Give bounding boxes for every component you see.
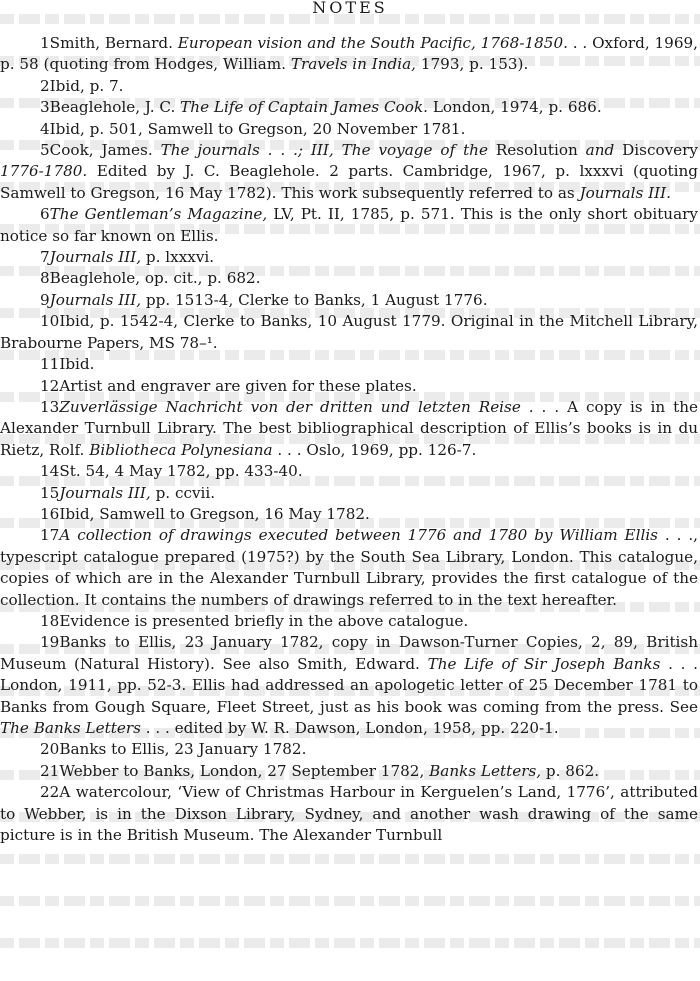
note-item [0,525,698,611]
note-item [0,611,698,632]
note-number: 22 [40,783,60,802]
note-text: 1793, p. 153). [416,55,529,74]
note-text: Beaglehole, J. C. [49,98,181,117]
page-title: NOTES [312,0,388,17]
note-item [0,290,698,311]
note-text: . . . edited by W. R. Dawson, London, 1958, pp. 220-1. [140,719,559,737]
note-italic-text: Journals III. [579,183,671,202]
note-number: 12 [40,376,60,395]
note-text: A watercolour, ‘View of Christmas Harbour in Kerguelen’s Land, 1776’, attributed to Webber, is in the Dixson Library, Sydney, and another wash drawing of the same picture is in the British Museum. The Alexander Turnbull [0,783,698,845]
note-text: . . . Oslo, 1969, pp. 126-7. [272,440,477,459]
note-item [0,483,698,504]
note-item [0,140,698,204]
note-text: LV, Pt. II, 1785, p. 571. This is the only short obituary notice so far known on Ellis. [0,205,698,245]
note-text: St. 54, 4 May 1782, pp. 433-40. [59,462,303,481]
note-number: 16 [40,504,60,523]
note-text: Banks to Ellis, 23 January 1782. [59,740,307,759]
note-text: Evidence is presented briefly in the above catalogue. [59,611,469,630]
note-text: Cook, James. [49,141,161,160]
note-italic-text: The journals . . .; III, The voyage of the [160,141,496,160]
note-italic-text: European vision and the South Pacific, 1768-1850 [177,34,564,52]
note-number: 17 [40,526,60,545]
note-item [0,397,698,461]
note-text: Edited by J. C. Beaglehole. 2 parts. Cambridge, 1967, p. lxxxvi (quoting Samwell to Gregson, 16 May 1782). This work subsequently referred to as [0,162,698,202]
note-item [0,376,698,397]
note-text: pp. 1513-4, Clerke to Banks, 1 August 1776. [141,290,488,309]
notes-list [0,33,698,846]
note-number: 1 [40,34,50,52]
note-number: 20 [40,740,60,759]
note-italic-text: 1776-1780. [0,162,88,181]
note-italic-text: Journals III, [49,248,142,267]
note-italic-text: A collection of drawings executed between 1776 and 1780 by William Ellis [59,526,658,545]
note-number: 3 [40,98,50,117]
note-item [0,33,698,76]
note-item [0,204,698,247]
note-item [0,461,698,482]
note-number: 6 [40,205,50,224]
note-italic-text: Journals III, [49,290,142,309]
note-number: 13 [40,397,60,416]
note-item [0,739,698,760]
note-number: 19 [40,633,60,652]
note-italic-text: Travels in India, [290,55,417,74]
note-number: 10 [40,312,60,331]
note-text: Artist and engraver are given for these plates. [59,376,417,395]
note-italic-text: The Banks Letters [0,719,141,737]
note-italic-text: Zuverlässige Nachricht von der dritten und letzten Reise [59,397,521,416]
note-text: Ibid. [59,355,95,374]
note-item [0,761,698,782]
note-item [0,782,698,846]
note-text: p. ccvii. [150,483,216,502]
note-number: 15 [40,483,60,502]
note-number: 2 [40,76,50,95]
note-number: 11 [40,355,60,374]
note-text: Webber to Banks, London, 27 September 1782, [59,761,430,780]
note-number: 8 [40,269,50,288]
note-text: Banks to Ellis, 23 January 1782, copy in Dawson-Turner Copies, 2, 89, British Museum (Natural History). See also Smith, Edward. [0,633,698,673]
note-text: Ibid, Samwell to Gregson, 16 May 1782. [59,504,370,523]
note-text: p. 862. [541,761,600,780]
note-text: . . . London, 1911, pp. 52-3. Ellis had addressed an apologetic letter of 25 December 1781 to Banks from Gough Square, Fleet Street, just as his book was coming from the press. See [0,654,698,716]
note-text: Resolution [495,141,586,160]
note-number: 5 [40,141,50,160]
note-number: 9 [40,290,50,309]
note-number: 14 [40,462,60,481]
note-text: Ibid, p. 1542-4, Clerke to Banks, 10 August 1779. Original in the Mitchell Library, Brabourne Papers, MS 78–¹. [0,312,698,352]
note-item [0,97,698,118]
note-item [0,354,698,375]
note-italic-text: Bibliotheca Polynesiana [89,440,273,459]
note-number: 18 [40,611,60,630]
note-text: London, 1974, p. 686. [428,98,602,117]
note-number: 7 [40,248,50,267]
note-text: Ibid, p. 501, Samwell to Gregson, 20 November 1781. [49,119,466,138]
note-text: Smith, Bernard. [49,34,178,52]
note-item [0,76,698,97]
note-item [0,268,698,289]
note-text: . . . A copy is in the Alexander Turnbull Library. The best bibliographical description of Ellis’s books is in du Rietz, Rolf. [0,397,699,459]
note-item [0,504,698,525]
note-italic-text: Banks Letters, [429,761,542,780]
note-text: p. lxxxvi. [141,248,215,267]
note-text: Discovery [614,141,699,160]
note-item [0,632,698,739]
note-item [0,311,698,354]
note-text: . . . Oxford, 1969, p. 58 (quoting from Hodges, William. [0,34,698,74]
note-italic-text: and [585,141,615,160]
note-text: Beaglehole, op. cit., p. 682. [49,269,261,288]
note-italic-text: The Life of Captain James Cook. [180,98,428,117]
note-text: . . ., typescript catalogue prepared (1975?) by the South Sea Library, London. This catalogue, copies of which are in the Alexander Turnbull Library, provides the first catalogue of the collection. It contains the numbers of drawings referred to in the text hereafter. [0,526,699,609]
note-italic-text: The Life of Sir Joseph Banks [427,654,661,673]
note-text: Ibid, p. 7. [49,76,124,95]
note-number: 4 [40,119,50,138]
note-item [0,119,698,140]
note-italic-text: Journals III, [59,483,151,502]
note-number: 21 [40,761,60,780]
note-italic-text: The Gentleman’s Magazine, [49,205,268,224]
note-item [0,247,698,268]
